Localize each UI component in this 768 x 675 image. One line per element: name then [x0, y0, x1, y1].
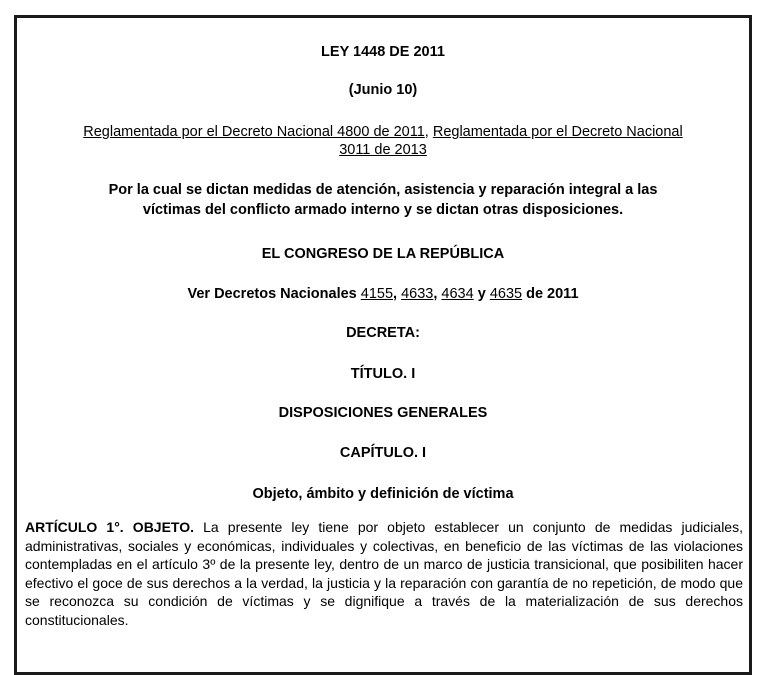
decree-4155-link[interactable]: 4155: [360, 286, 394, 302]
comma: ,: [433, 286, 442, 302]
decreta-heading: DECRETA:: [346, 325, 420, 341]
decree-3011-link-part2[interactable]: 3011 de 2013: [339, 142, 427, 158]
reglamentada-line-2: [17, 141, 749, 159]
ver-decretos-suffix: de 2011: [522, 286, 579, 302]
article-1: [25, 518, 743, 630]
capitulo-heading: CAPÍTULO. I: [339, 445, 427, 461]
decree-4635-link[interactable]: 4635: [489, 286, 523, 302]
congreso-heading: EL CONGRESO DE LA REPÚBLICA: [261, 246, 505, 262]
law-date: (Junio 10): [348, 82, 418, 98]
comma: ,: [393, 286, 402, 302]
decree-4633-link[interactable]: 4633: [401, 286, 434, 302]
decree-4800-link[interactable]: Reglamentada por el Decreto Nacional 4800 de 2011: [83, 124, 425, 140]
ver-decretos: [17, 285, 749, 303]
reglamentada-line-1: [17, 123, 749, 141]
document-frame: [14, 15, 752, 675]
epigraph-line-2: víctimas del conflicto armado interno y se dictan otras disposiciones.: [142, 202, 624, 218]
conjunction: y: [473, 286, 490, 302]
epigraph-line-1: Por la cual se dictan medidas de atención, asistencia y reparación integral a las: [108, 182, 658, 198]
disposiciones-heading: DISPOSICIONES GENERALES: [278, 405, 488, 421]
decree-3011-link-part1[interactable]: Reglamentada por el Decreto Nacional: [432, 124, 683, 140]
decree-4634-link[interactable]: 4634: [441, 286, 474, 302]
ver-decretos-prefix: Ver Decretos Nacionales: [187, 286, 361, 302]
law-title: LEY 1448 DE 2011: [321, 44, 445, 60]
capitulo-name: Objeto, ámbito y definición de víctima: [252, 486, 514, 502]
article-1-lead: ARTÍCULO 1°. OBJETO.: [25, 519, 195, 535]
separator: ,: [424, 124, 433, 140]
article-1-text: La presente ley tiene por objeto establecer un conjunto de medidas judiciales, administrativas, sociales y económicas, individuales y colectivas, en beneficio de las víctimas de las violaciones contempladas en el artículo 3º de la presente ley, dentro de un marco de justicia transicional, que posibiliten hacer efectivo el goce de sus derechos a la verdad, la justicia y la reparación con garantía de no repetición, de modo que se reconozca su condición de víctimas y se dignifique a través de la materialización de sus derechos constitucionales.: [25, 519, 743, 628]
titulo-heading: TÍTULO. I: [350, 366, 416, 382]
